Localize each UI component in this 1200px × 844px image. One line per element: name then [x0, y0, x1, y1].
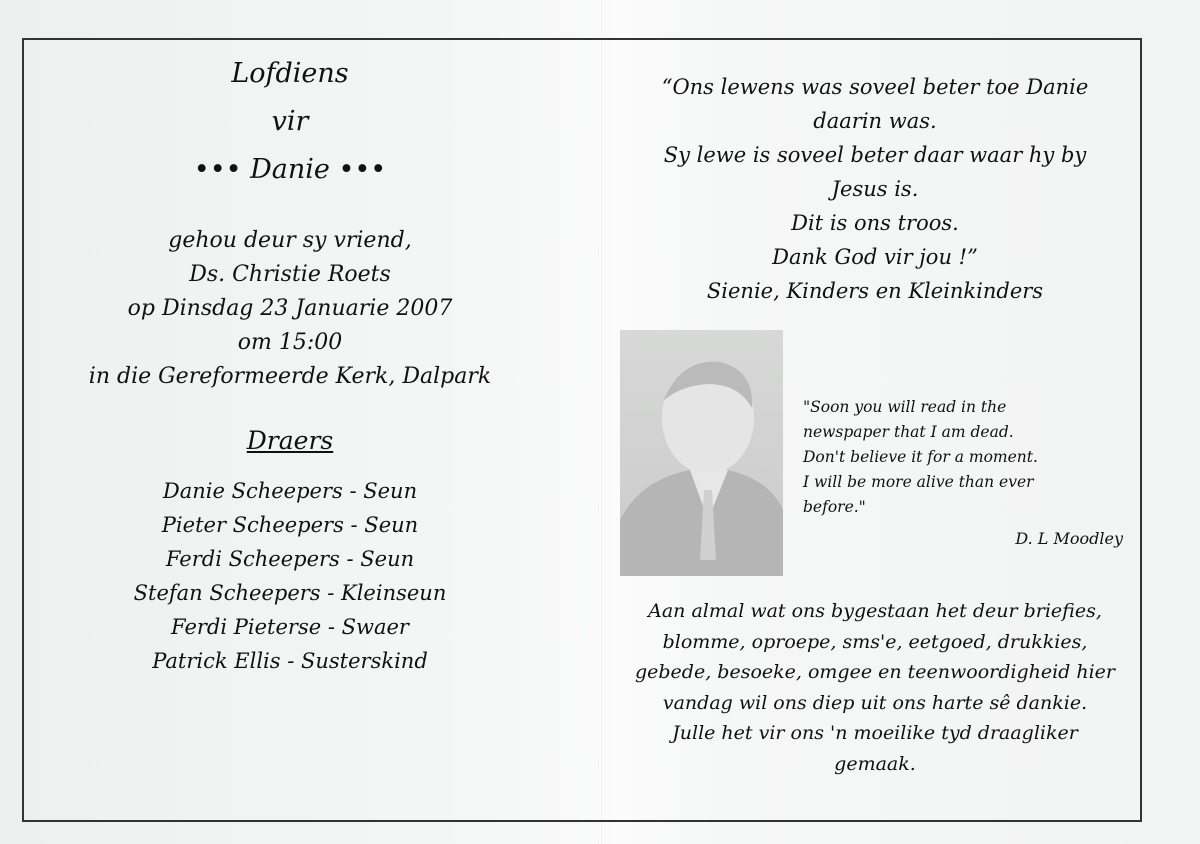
- moodley-quote-line: before.": [803, 498, 866, 516]
- service-line: in die Gereformeerde Kerk, Dalpark: [88, 364, 492, 389]
- bearer-item: Danie Scheepers - Seun: [162, 479, 418, 503]
- moodley-quote-line: Don't believe it for a moment.: [803, 448, 1038, 466]
- bearers-list: [30, 474, 550, 678]
- bearer-item: Ferdi Scheepers - Seun: [165, 547, 415, 571]
- service-line: op Dinsdag 23 Januarie 2007: [127, 296, 453, 321]
- bearer-item: Pieter Scheepers - Seun: [161, 513, 419, 537]
- bearer-item: Patrick Ellis - Susterskind: [152, 649, 428, 673]
- portrait-photo: [620, 330, 783, 576]
- service-details: [30, 224, 550, 394]
- service-line: Ds. Christie Roets: [189, 262, 391, 287]
- moodley-quote: [803, 395, 1123, 551]
- service-line: om 15:00: [237, 330, 343, 355]
- bearer-item: Ferdi Pieterse - Swaer: [171, 615, 409, 639]
- quote-author: D. L Moodley: [1015, 529, 1123, 548]
- moodley-quote-line: "Soon you will read in the: [803, 398, 1007, 416]
- thanks-line: gebede, besoeke, omgee en teenwoordigheid hier: [634, 661, 1116, 683]
- title-line: vir: [271, 106, 309, 137]
- bearers-heading: Draers: [246, 426, 334, 455]
- family-signature: Sienie, Kinders en Kleinkinders: [706, 279, 1044, 303]
- family-quote: [620, 70, 1130, 308]
- family-quote-line: “Ons lewens was soveel beter toe Danie: [661, 75, 1089, 99]
- portrait-figure: [620, 330, 783, 576]
- right-page: [620, 70, 1130, 779]
- family-quote-line: Dit is ons troos.: [791, 211, 959, 235]
- thanks-line: Julle het vir ons 'n moeilike tyd draagliker: [672, 722, 1078, 744]
- thanks-line: Aan almal wat ons bygestaan het deur briefies,: [648, 600, 1102, 622]
- photo-quote-row: [620, 330, 1130, 580]
- title-line: ••• Danie •••: [193, 154, 387, 185]
- title-line: Lofdiens: [231, 58, 349, 89]
- moodley-quote-line: newspaper that I am dead.: [803, 423, 1014, 441]
- family-quote-line: Jesus is.: [831, 177, 919, 201]
- thanks-message: [620, 596, 1130, 779]
- thanks-line: gemaak.: [834, 752, 916, 775]
- left-page: [30, 50, 550, 678]
- family-quote-line: Dank God vir jou !”: [772, 245, 978, 269]
- service-line: gehou deur sy vriend,: [168, 228, 412, 253]
- moodley-quote-line: I will be more alive than ever: [803, 473, 1034, 491]
- family-quote-line: Sy lewe is soveel beter daar waar hy by: [663, 143, 1087, 167]
- bearer-item: Stefan Scheepers - Kleinseun: [133, 581, 447, 605]
- thanks-line: vandag wil ons diep uit ons harte sê dankie.: [662, 691, 1088, 714]
- family-quote-line: daarin was.: [813, 109, 937, 133]
- service-title: [30, 50, 550, 194]
- thanks-line: blomme, oproepe, sms'e, eetgoed, drukkies,: [662, 630, 1088, 653]
